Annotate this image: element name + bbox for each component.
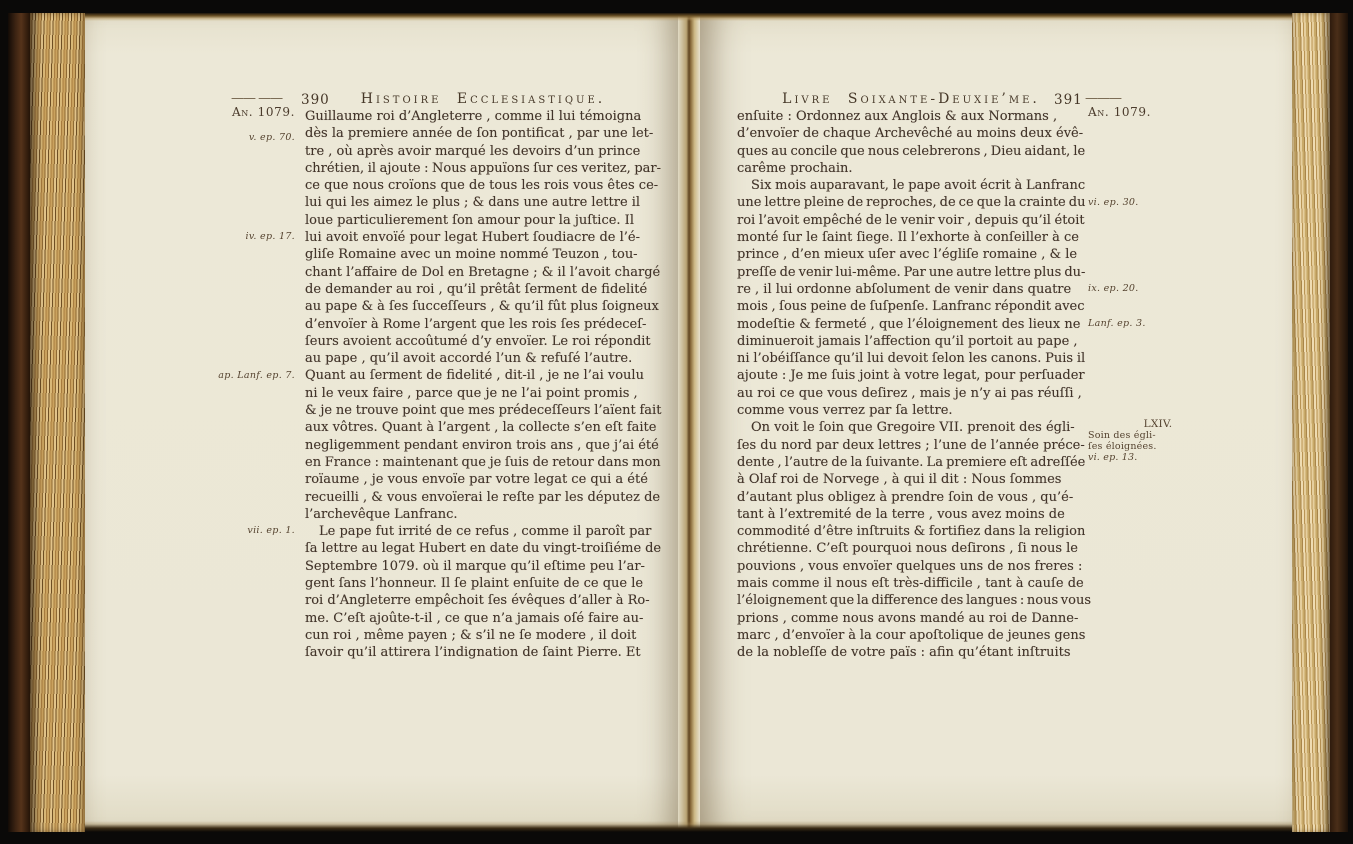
text-line: ques au concile que nous celebrerons , Dieu aidant, le [737,143,1086,159]
text-line: roi d’Angleterre empêchoit ſes évêques d’aller à Ro- [305,593,650,609]
text-line: Six mois auparavant, le pape avoit écrit à Lanfranc [751,178,1086,194]
running-title: Livre Soixante-Deuxie’me. [782,91,1040,107]
text-line: d’envoïer de chaque Archevêché au moins deux évê- [737,126,1084,142]
text-line: dès la premiere année de ſon pontificat , par une let- [305,126,654,142]
text-line: pouvions , vous envoïer quelques uns de nos freres : [737,558,1083,574]
text-line: ni l’obéiſſance qu’il lui devoit ſelon les canons. Puis il [737,351,1086,367]
left-page [85,13,678,832]
text-line: ajoute : Je me ſuis joint à votre legat, pour perſuader [737,368,1085,384]
text-line: ſes du nord par deux lettres ; l’une de l’année préce- [737,437,1085,453]
right-page [700,13,1292,832]
margin-note: iv. ep. 17. [245,231,295,243]
text-line: loue particulierement ſon amour pour la juſtice. Il [305,212,634,228]
margin-note: vi. ep. 30. [1088,196,1139,208]
text-line: preſſe de venir lui-même. Par une autre lettre plus du- [737,264,1086,280]
running-title: Histoire Ecclesiastique. [360,91,606,107]
text-line: modeſtie & fermeté , que l’éloignement des lieux ne [737,316,1081,332]
text-line: roi l’avoit empêché de le venir voir , depuis qu’il étoit [737,212,1085,228]
text-line: & je ne trouve point que mes prédeceſſeurs l’aïent fait [305,403,662,419]
margin-note: ix. ep. 20. [1088,283,1139,294]
text-line: en France : maintenant que je ſuis de retour dans mon [305,454,661,470]
text-line: ni le veux faire , parce que je ne l’ai point promis , [305,385,638,401]
margin-note: LXIV. Soin des égli- ſes éloignées. vi. ep. 13. [1088,418,1173,464]
text-line: au pape , qu’il avoit accordé l’un & refuſé l’autre. [305,351,633,367]
text-line: Quant au ſerment de fidelité , dit-il , je ne l’ai voulu [305,368,644,384]
text-line: d’envoïer à Rome l’argent que les rois ſes prédeceſ- [305,316,647,332]
text-line: recueilli , & vous envoïerai le reſte par les députez de [305,489,661,505]
book-cover-left [8,13,30,832]
text-line: On voit le ſoin que Gregoire VII. prenoit des égli- [751,420,1075,436]
page-edges-left [30,13,85,832]
book-cover-right [1330,13,1348,832]
text-line: aux vôtres. Quant à l’argent , la collecte s’en eſt faite [305,420,657,436]
text-line: Guillaume roi d’Angleterre , comme il lui témoigna [305,109,642,124]
text-line: à Olaf roi de Norvege , à qui il dit : Nous ſommes [737,472,1062,488]
text-line: prions , comme nous avons mandé au roi de Danne- [737,610,1079,626]
text-line: prince , d’en mieux uſer avec l’égliſe romaine , & le [737,247,1078,263]
text-line: ſeurs avoient accoûtumé d’y envoïer. Le roi répondit [305,333,651,349]
text-line: tant à l’extremité de la terre , vous avez moins de [737,506,1065,522]
text-line: lui qui les aimez le plus ; & dans une autre lettre il [305,195,641,211]
page-number: 391 [1054,92,1083,108]
left-page-text [305,108,661,662]
open-book [8,13,1348,832]
margin-note: An. 1079. [1088,105,1152,119]
text-line: Le pape fut irrité de ce refus , comme il paroît par [319,524,652,540]
text-line: l’archevêque Lanfranc. [305,506,458,522]
margin-note: An. 1079. [231,105,295,119]
text-line: marc , d’envoïer à la cour apoſtolique de jeunes gens [737,627,1086,643]
text-line: negligemment pendant environ trois ans , que j’ai été [305,437,659,453]
text-line: enſuite : Ordonnez aux Anglois & aux Normans , [737,109,1058,124]
margin-note: vii. ep. 1. [247,525,295,537]
text-line: une lettre pleine de reproches, de ce que la crainte du [737,195,1086,211]
text-line: chrétien, il ajoute : Nous appuïons ſur ces veritez, par- [305,160,661,176]
book-gutter [678,13,700,832]
text-line: roïaume , je vous envoïe par votre legat ce qui a été [305,472,648,488]
text-line: monté ſur le ſaint ſiege. Il l’exhorte à conſeiller à ce [737,230,1079,246]
text-line: commodité d’être inſtruits & fortifiez dans la religion [737,524,1086,540]
text-line: chant l’affaire de Dol en Bretagne ; & il l’avoit chargé [305,264,661,280]
text-line: gent ſans l’honneur. Il ſe plaint enſuite de ce que le [305,576,644,592]
text-line: cun roi , même payen ; & s’il ne ſe modere , il doit [305,627,637,643]
text-line: ſa lettre au legat Hubert en date du vingt-troiſiéme de [305,541,662,557]
text-line: de demander au roi , qu’il prêtât ſerment de fidelité [305,281,648,297]
text-line: carême prochain. [737,160,853,176]
text-line: chrétienne. C’eſt pourquoi nous deſirons , ſi nous le [737,541,1078,557]
text-line: lui avoit envoïé pour legat Hubert ſoudiacre de l’é- [305,230,641,246]
text-line: mois , ſous peine de ſuſpenſe. Lanfranc répondit avec [737,299,1085,315]
text-line: au pape & à ſes ſucceſſeurs , & qu’il fût plus ſoigneux [305,299,659,315]
text-line: re , il lui ordonne abſolument de venir dans quatre [737,281,1072,297]
header-rule: ——— [1085,91,1121,106]
page-edges-right [1292,13,1330,832]
text-line: ce que nous croïons que de tous les rois vous êtes ce- [305,178,659,194]
text-line: Septembre 1079. où il marque qu’il eſtime peu l’ar- [305,558,645,574]
text-line: dente , l’autre de la ſuivante. La premiere eſt adreſſée [737,454,1086,470]
text-line: comme vous verrez par ſa lettre. [737,403,953,419]
text-line: l’éloignement que la difference des langues : nous vous [737,593,1092,609]
text-line: au roi ce que vous deſirez , mais je n’y ai pas réuſſi , [737,385,1082,401]
margin-note: ap. Lanf. ep. 7. [218,369,295,381]
right-page-text [737,108,1092,662]
margin-note: v. ep. 70. [248,132,295,144]
text-line: tre , où après avoir marqué les devoirs d’un prince [305,143,641,159]
text-line: gliſe Romaine avec un moine nommé Teuzon , tou- [305,247,638,263]
page-number: 390 [301,92,330,108]
text-line: mais comme il nous eſt très-difficile , tant à cauſe de [737,576,1084,592]
header-rule: —— —— [231,91,283,106]
text-line: diminueroit jamais l’affection qu’il portoit au pape , [737,333,1078,349]
text-line: de la nobleſſe de votre païs : afin qu’étant inſtruits [737,645,1071,661]
text-line: d’autant plus obligez à prendre ſoin de vous , qu’é- [737,489,1074,505]
margin-note: Lanf. ep. 3. [1088,317,1146,329]
text-line: me. C’eſt ajoûte-t-il , ce que n’a jamais oſé faire au- [305,610,644,626]
text-line: ſavoir qu’il attirera l’indignation de ſaint Pierre. Et [305,645,641,661]
